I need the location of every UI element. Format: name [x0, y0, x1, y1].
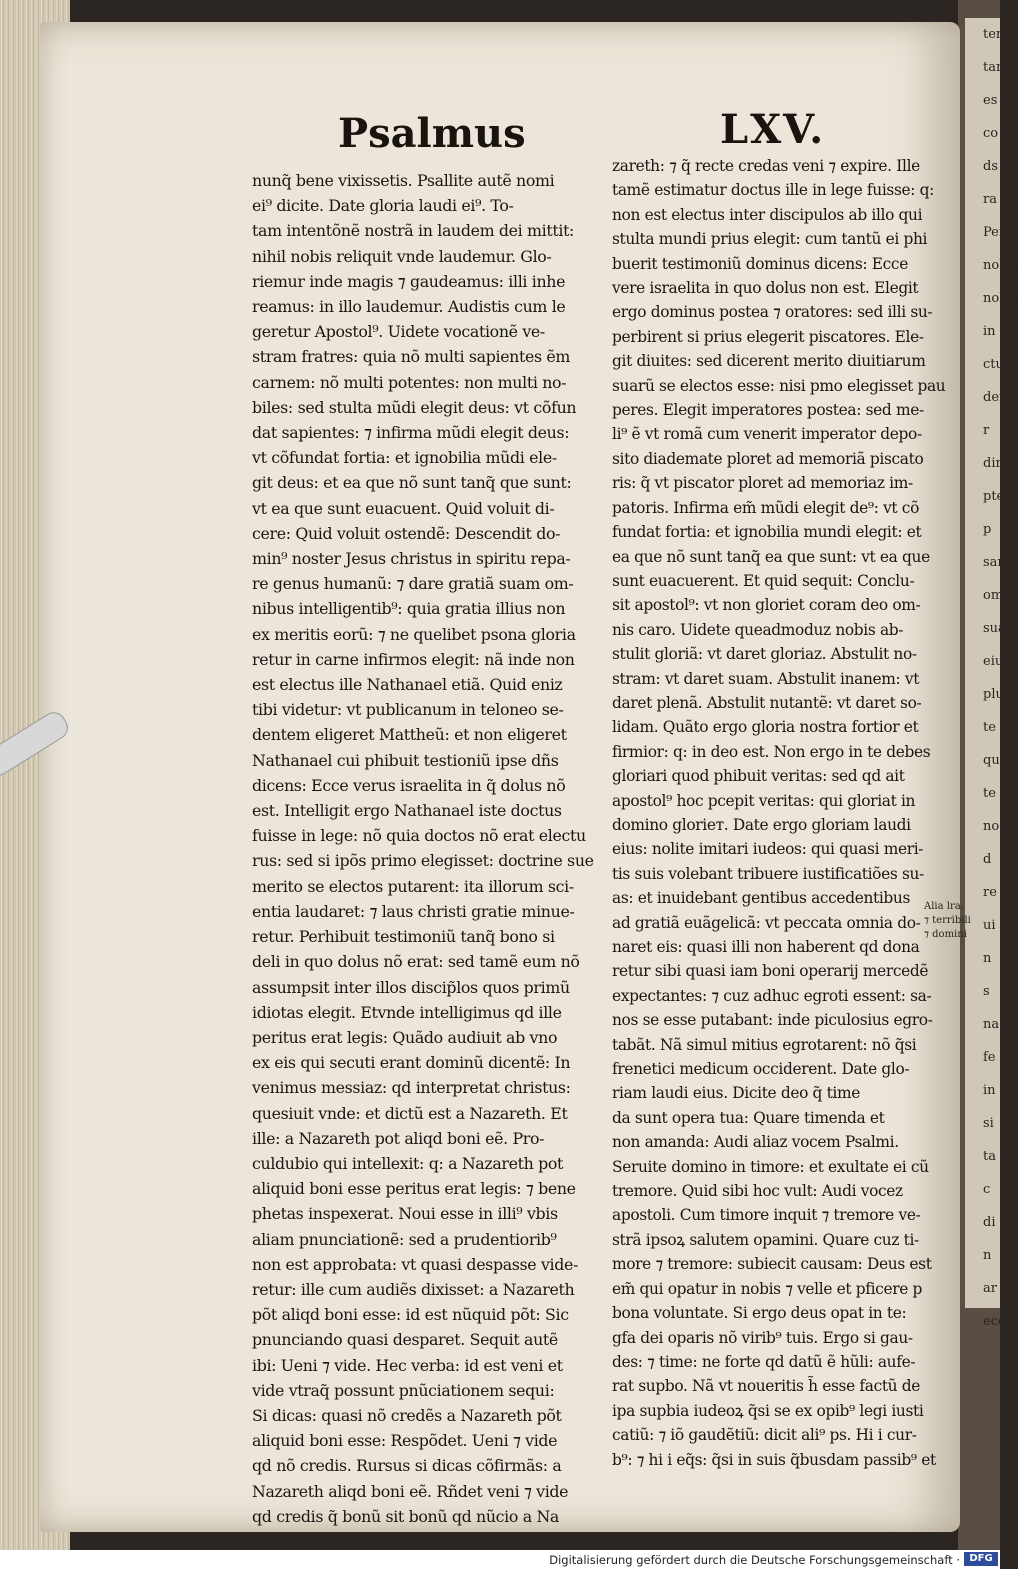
text-line: ibi: Ueni ⁊ vide. Hec verba: id est veni et — [252, 1355, 563, 1375]
strip-line: p — [983, 522, 992, 537]
strip-line: n — [983, 951, 992, 966]
text-line: tibi videtur: vt publicanum in teloneo se- — [252, 700, 564, 720]
text-line: more ⁊ tremore: subiecit causam: Deus est — [612, 1255, 932, 1274]
text-line: perbirent si prius elegerit piscatores. Ele- — [612, 327, 924, 346]
text-line: aliquid boni esse peritus erat legis: ⁊ bene — [252, 1179, 576, 1199]
text-line: retur sibi quasi iam boni operarij mercedẽ — [612, 962, 929, 981]
text-line: ex meritis eorũ: ⁊ ne quelibet psona gloria — [252, 624, 576, 644]
strip-line: tem — [983, 27, 1009, 42]
text-line: ille: a Nazareth pot aliqd boni eẽ. Pro- — [252, 1128, 545, 1148]
text-line: stulit gloriã: vt daret gloriaz. Abstulit no- — [612, 645, 917, 664]
text-line: tis suis volebant tribuere iustificatiões su- — [612, 864, 924, 883]
text-line: apostoli. Cum timore inquit ⁊ tremore ve- — [612, 1206, 921, 1225]
text-line: reamus: in illo laudemur. Audistis cum le — [252, 297, 566, 317]
text-line: patoris. Infirma em̃ mũdi elegit de⁹: vt cõ — [612, 498, 919, 517]
text-line: nos se esse putabant: inde piculosius egro- — [612, 1011, 933, 1030]
text-line: tabãt. Nã simul mitius egrotarent: nõ q̃si — [612, 1035, 917, 1054]
text-line: tamẽ estimatur doctus ille in lege fuisse: q: — [612, 181, 934, 200]
text-line: non est electus inter discipulos ab illo qui — [612, 205, 923, 224]
text-line: geretur Apostol⁹. Uidete vocationẽ ve- — [252, 322, 545, 342]
text-line: Nazareth aliqd boni eẽ. Rñdet veni ⁊ vide — [252, 1481, 569, 1501]
text-line: naret eis: quasi illi non haberent qd dona — [612, 938, 920, 956]
text-line: Si dicas: quasi nõ credẽs a Nazareth põt — [252, 1405, 562, 1425]
strip-line: sua — [983, 621, 1006, 636]
text-line: retur. Perhibuit testimoniũ tanq̃ bono si — [252, 927, 555, 947]
text-line: Nathanael cui phibuit testioniũ ipse dñs — [252, 750, 559, 770]
note-line: ⁊ domini — [924, 929, 967, 940]
text-line: riam laudi eius. Dicite deo q̃ time — [612, 1084, 861, 1103]
text-line: li⁹ ẽ vt romã cum venerit imperator depo- — [612, 425, 922, 444]
left-text-column — [252, 168, 594, 1529]
text-line: des: ⁊ time: ne forte qd datũ ẽ hũli: aufe- — [612, 1352, 916, 1371]
text-line: ex eis qui secuti erant dominũ dicentẽ: In — [252, 1053, 571, 1073]
text-line: vt cõfundat fortia: et ignobilia mũdi ele- — [252, 448, 557, 468]
text-line: biles: sed stulta mũdi elegit deus: vt cõfun — [252, 397, 577, 417]
text-line: assumpsit inter illos discip̃los quos primũ — [252, 977, 570, 997]
strip-line: n — [983, 1248, 992, 1263]
text-line: apostol⁹ hoc pcepit veritas: qui gloriat in — [612, 791, 916, 810]
text-line: fuisse in lege: nõ quia doctos nõ erat electu — [252, 826, 586, 846]
text-line: stram: vt daret suam. Abstulit inanem: vt — [612, 669, 920, 688]
text-line: deli in quo dolus nõ erat: sed tamẽ eum nõ — [252, 952, 580, 972]
text-line: domino glorieт. Date ergo gloriam laudi — [612, 815, 911, 834]
text-line: qd credis q̃ bonũ sit bonũ qd nũcio a Na — [252, 1506, 559, 1526]
marginal-note — [924, 900, 971, 942]
text-line: expectantes: ⁊ cuz adhuc egroti essent: sa- — [612, 986, 932, 1005]
text-line: as: et inuidebant gentibus accedentibus — [612, 889, 911, 908]
strip-line: tar — [983, 60, 1003, 75]
strip-line: fe — [983, 1050, 996, 1065]
text-line: venimus messiaz: qd interpretat christus: — [252, 1078, 571, 1098]
text-line: bona voluntate. Si ergo deus opat in te: — [612, 1304, 907, 1323]
text-line: Seruite domino in timore: et exultate ei cũ — [612, 1157, 929, 1176]
text-line: dicens: Ecce verus israelita in q̃ dolus nõ — [252, 775, 566, 795]
text-line: est electus ille Nathanael etiã. Quid eniz — [252, 675, 563, 695]
text-line: vide vtraq̃ possunt pnũciationem sequi: — [252, 1380, 555, 1400]
text-line: retur in carne infirmos elegit: nã inde non — [252, 649, 575, 669]
strip-line: ar — [983, 1281, 997, 1296]
text-line: firmior: q: in deo est. Non ergo in te debes — [612, 742, 931, 761]
text-line: entia laudaret: ⁊ laus christi gratie minue- — [252, 901, 575, 921]
strip-line: ra — [983, 192, 997, 207]
text-line: phetas inspexerat. Noui esse in illi⁹ vbis — [252, 1204, 558, 1224]
text-line: peres. Elegit imperatores postea: sed me- — [612, 401, 924, 420]
text-line: ea que nõ sunt tanq̃ ea que sunt: vt ea que — [612, 547, 930, 566]
text-line: ei⁹ dicite. Date gloria laudi ei⁹. To- — [252, 196, 514, 216]
text-line: retur: ille cum audiẽs dixisset: a Nazareth — [252, 1279, 575, 1299]
text-line: catiũ: ⁊ iõ gaudẽtiũ: dicit ali⁹ ps. Hi i cur- — [612, 1426, 917, 1445]
strip-line: si — [983, 1116, 994, 1131]
funding-credit: Digitalisierung gefördert durch die Deutsche Forschungsgemeinschaft · — [549, 1553, 960, 1567]
strip-line: ds — [983, 159, 998, 174]
text-line: ris: q̃ vt piscator ploret ad memoriaz im- — [612, 474, 913, 493]
text-line: tam intentõnẽ nostrã in laudem dei mittit: — [252, 221, 575, 241]
strip-line: eius — [983, 654, 1010, 669]
text-line: sunt euacuerent. Et quid sequit: Conclu- — [612, 571, 915, 590]
text-line: lidam. Quãto ergo gloria nostra fortior et — [612, 718, 919, 737]
strip-line: co — [983, 126, 999, 141]
folio-number: LXV. — [720, 106, 826, 153]
text-line: rus: sed si ipõs primo elegisset: doctrine sue — [252, 851, 594, 871]
strip-line: dem — [983, 390, 1012, 405]
strip-line: ta — [983, 1149, 996, 1164]
strip-line: te — [983, 720, 996, 735]
text-line: fundat fortia: et ignobilia mundi elegit: et — [612, 523, 922, 542]
text-line: gfa dei oparis nõ virib⁹ tuis. Ergo si gau- — [612, 1328, 913, 1347]
strip-line: c — [983, 1182, 991, 1197]
text-line: merito se electos putarent: ita illorum sci- — [252, 876, 574, 896]
text-line: git diuites: sed dicerent merito diuitiarum — [612, 352, 926, 371]
text-line: carnem: nõ multi potentes: non multi no- — [252, 372, 567, 392]
text-line: est. Intelligit ergo Nathanael iste doctus — [252, 801, 562, 821]
text-line: aliquid boni esse: Respõdet. Ueni ⁊ vide — [252, 1431, 558, 1451]
strip-line: re — [983, 885, 997, 900]
text-line: eius: nolite imitari iudeos: qui quasi meri- — [612, 840, 924, 859]
text-line: ipa supbia iudeoꝝ q̃si se ex opib⁹ legi iusti — [612, 1401, 924, 1420]
strip-line: diris — [983, 456, 1013, 471]
strip-line: d — [983, 852, 992, 867]
strip-line: r — [983, 423, 990, 438]
note-line: ⁊ terribili — [924, 915, 971, 926]
strip-line: ctu — [983, 357, 1004, 372]
strip-line: pter — [983, 489, 1011, 504]
text-line: nibus intelligentib⁹: quia gratia illius non — [252, 599, 566, 619]
text-line: tremore. Quid sibi hoc vult: Audi vocez — [612, 1182, 903, 1201]
text-line: vere israelita in quo dolus non est. Elegit — [612, 279, 919, 298]
text-line: da sunt opera tua: Quare timenda et — [612, 1108, 885, 1127]
text-line: nunq̃ bene vixissetis. Psallite autẽ nomi — [252, 171, 555, 190]
text-line: pnunciando quasi desparet. Sequit autẽ — [252, 1330, 558, 1350]
text-line: buerit testimoniũ dominus dicens: Ecce — [612, 254, 908, 273]
text-line: daret plenã. Abstulit nutantẽ: vt daret so- — [612, 693, 922, 712]
text-line: stulta mundi prius elegit: cum tantũ ei phi — [612, 230, 928, 249]
text-line: sit apostol⁹: vt non gloriet coram deo om- — [612, 596, 921, 615]
text-line: non est approbata: vt quasi despasse vide- — [252, 1254, 578, 1274]
strip-line: Pen — [983, 225, 1008, 240]
strip-line: na — [983, 1017, 1000, 1032]
text-line: ad gratiã euãgelicã: vt peccata omnia do- — [612, 913, 921, 932]
text-line: non amanda: Audi aliaz vocem Psalmi. — [612, 1133, 899, 1152]
strip-line: es o — [983, 93, 1010, 108]
text-line: b⁹: ⁊ hi i eq̃s: q̃si in suis q̃busdam passib⁹ et — [612, 1450, 936, 1469]
strip-line: qui — [983, 753, 1004, 768]
text-line: qd nõ credis. Rursus si dicas cõfirmãs: a — [252, 1456, 562, 1476]
text-line: git deus: et ea que nõ sunt tanq̃ que sunt: — [252, 473, 572, 493]
text-line: aliam pnunciationẽ: sed a prudentiorib⁹ — [252, 1229, 557, 1249]
strip-line: nobis — [983, 258, 1018, 273]
text-line: culdubio qui intellexit: q: a Nazareth pot — [252, 1153, 564, 1173]
text-line: re genus humanũ: ⁊ dare gratiã suam om- — [252, 574, 574, 594]
text-line: sito diademate ploret ad memoriã piscato — [612, 449, 924, 468]
running-head-left: Psalmus — [338, 110, 526, 157]
strip-line: ecch — [983, 1314, 1014, 1329]
strip-line: in — [983, 1083, 996, 1098]
text-line: quesiuit vnde: et dictũ est a Nazareth. Et — [252, 1103, 568, 1123]
text-line: frenetici medicum occiderent. Date glo- — [612, 1060, 910, 1079]
strip-line: no — [983, 819, 1000, 834]
text-line: suarũ se electos esse: nisi pmo elegisset pau — [612, 376, 946, 395]
text-line: vt ea que sunt euacuent. Quid voluit di- — [252, 498, 555, 518]
text-line: cere: Quid voluit ostendẽ: Descendit do- — [252, 523, 561, 543]
text-line: dentem eligeret Mattheũ: et non eligeret — [252, 725, 567, 745]
text-line: gloriari quod phibuit veritas: sed qd ait — [612, 767, 905, 786]
text-line: riemur inde magis ⁊ gaudeamus: illi inhe — [252, 271, 566, 291]
strip-line: pluri — [983, 687, 1015, 702]
strip-line: te — [983, 786, 996, 801]
text-line: strã ipsoꝝ salutem opamini. Quare cuz ti- — [612, 1230, 919, 1249]
text-line: em̃ qui opatur in nobis ⁊ velle et pficere p — [612, 1279, 923, 1298]
text-line: põt aliqd boni esse: id est nũquid põt: Sic — [252, 1305, 569, 1325]
right-text-column — [612, 154, 945, 1472]
text-line: rat supbo. Nã vt noueritis h̃ esse factũ de — [612, 1377, 921, 1396]
text-line: dat sapientes: ⁊ infirma mũdi elegit deus: — [252, 423, 570, 443]
strip-line: s — [983, 984, 990, 999]
strip-line: di — [983, 1215, 996, 1230]
strip-line: nobis — [983, 291, 1018, 306]
text-line: idiotas elegit. Etvnde intelligimus qd ille — [252, 1002, 562, 1022]
text-line: min⁹ noster Jesus christus in spiritu repa- — [252, 549, 571, 569]
strip-line: sanc — [983, 555, 1014, 570]
text-line: zareth: ⁊ q̃ recte credas veni ⁊ expire. Ille — [612, 157, 920, 175]
strip-line: om — [983, 588, 1004, 603]
text-line: peritus erat legis: Quãdo audiuit ab vno — [252, 1027, 558, 1047]
facing-page-text — [965, 18, 1018, 1329]
dfg-logo: DFG — [964, 1552, 998, 1566]
note-line: Alia lra. — [924, 901, 964, 912]
strip-line: in — [983, 324, 996, 339]
strip-line: ui — [983, 918, 996, 933]
text-line: nis caro. Uidete queadmoduz nobis ab- — [612, 620, 904, 639]
text-line: stram fratres: quia nõ multi sapientes ẽm — [252, 347, 571, 367]
text-line: ergo dominus postea ⁊ oratores: sed illi su- — [612, 303, 933, 322]
text-line: nihil nobis reliquit vnde laudemur. Glo- — [252, 246, 552, 266]
